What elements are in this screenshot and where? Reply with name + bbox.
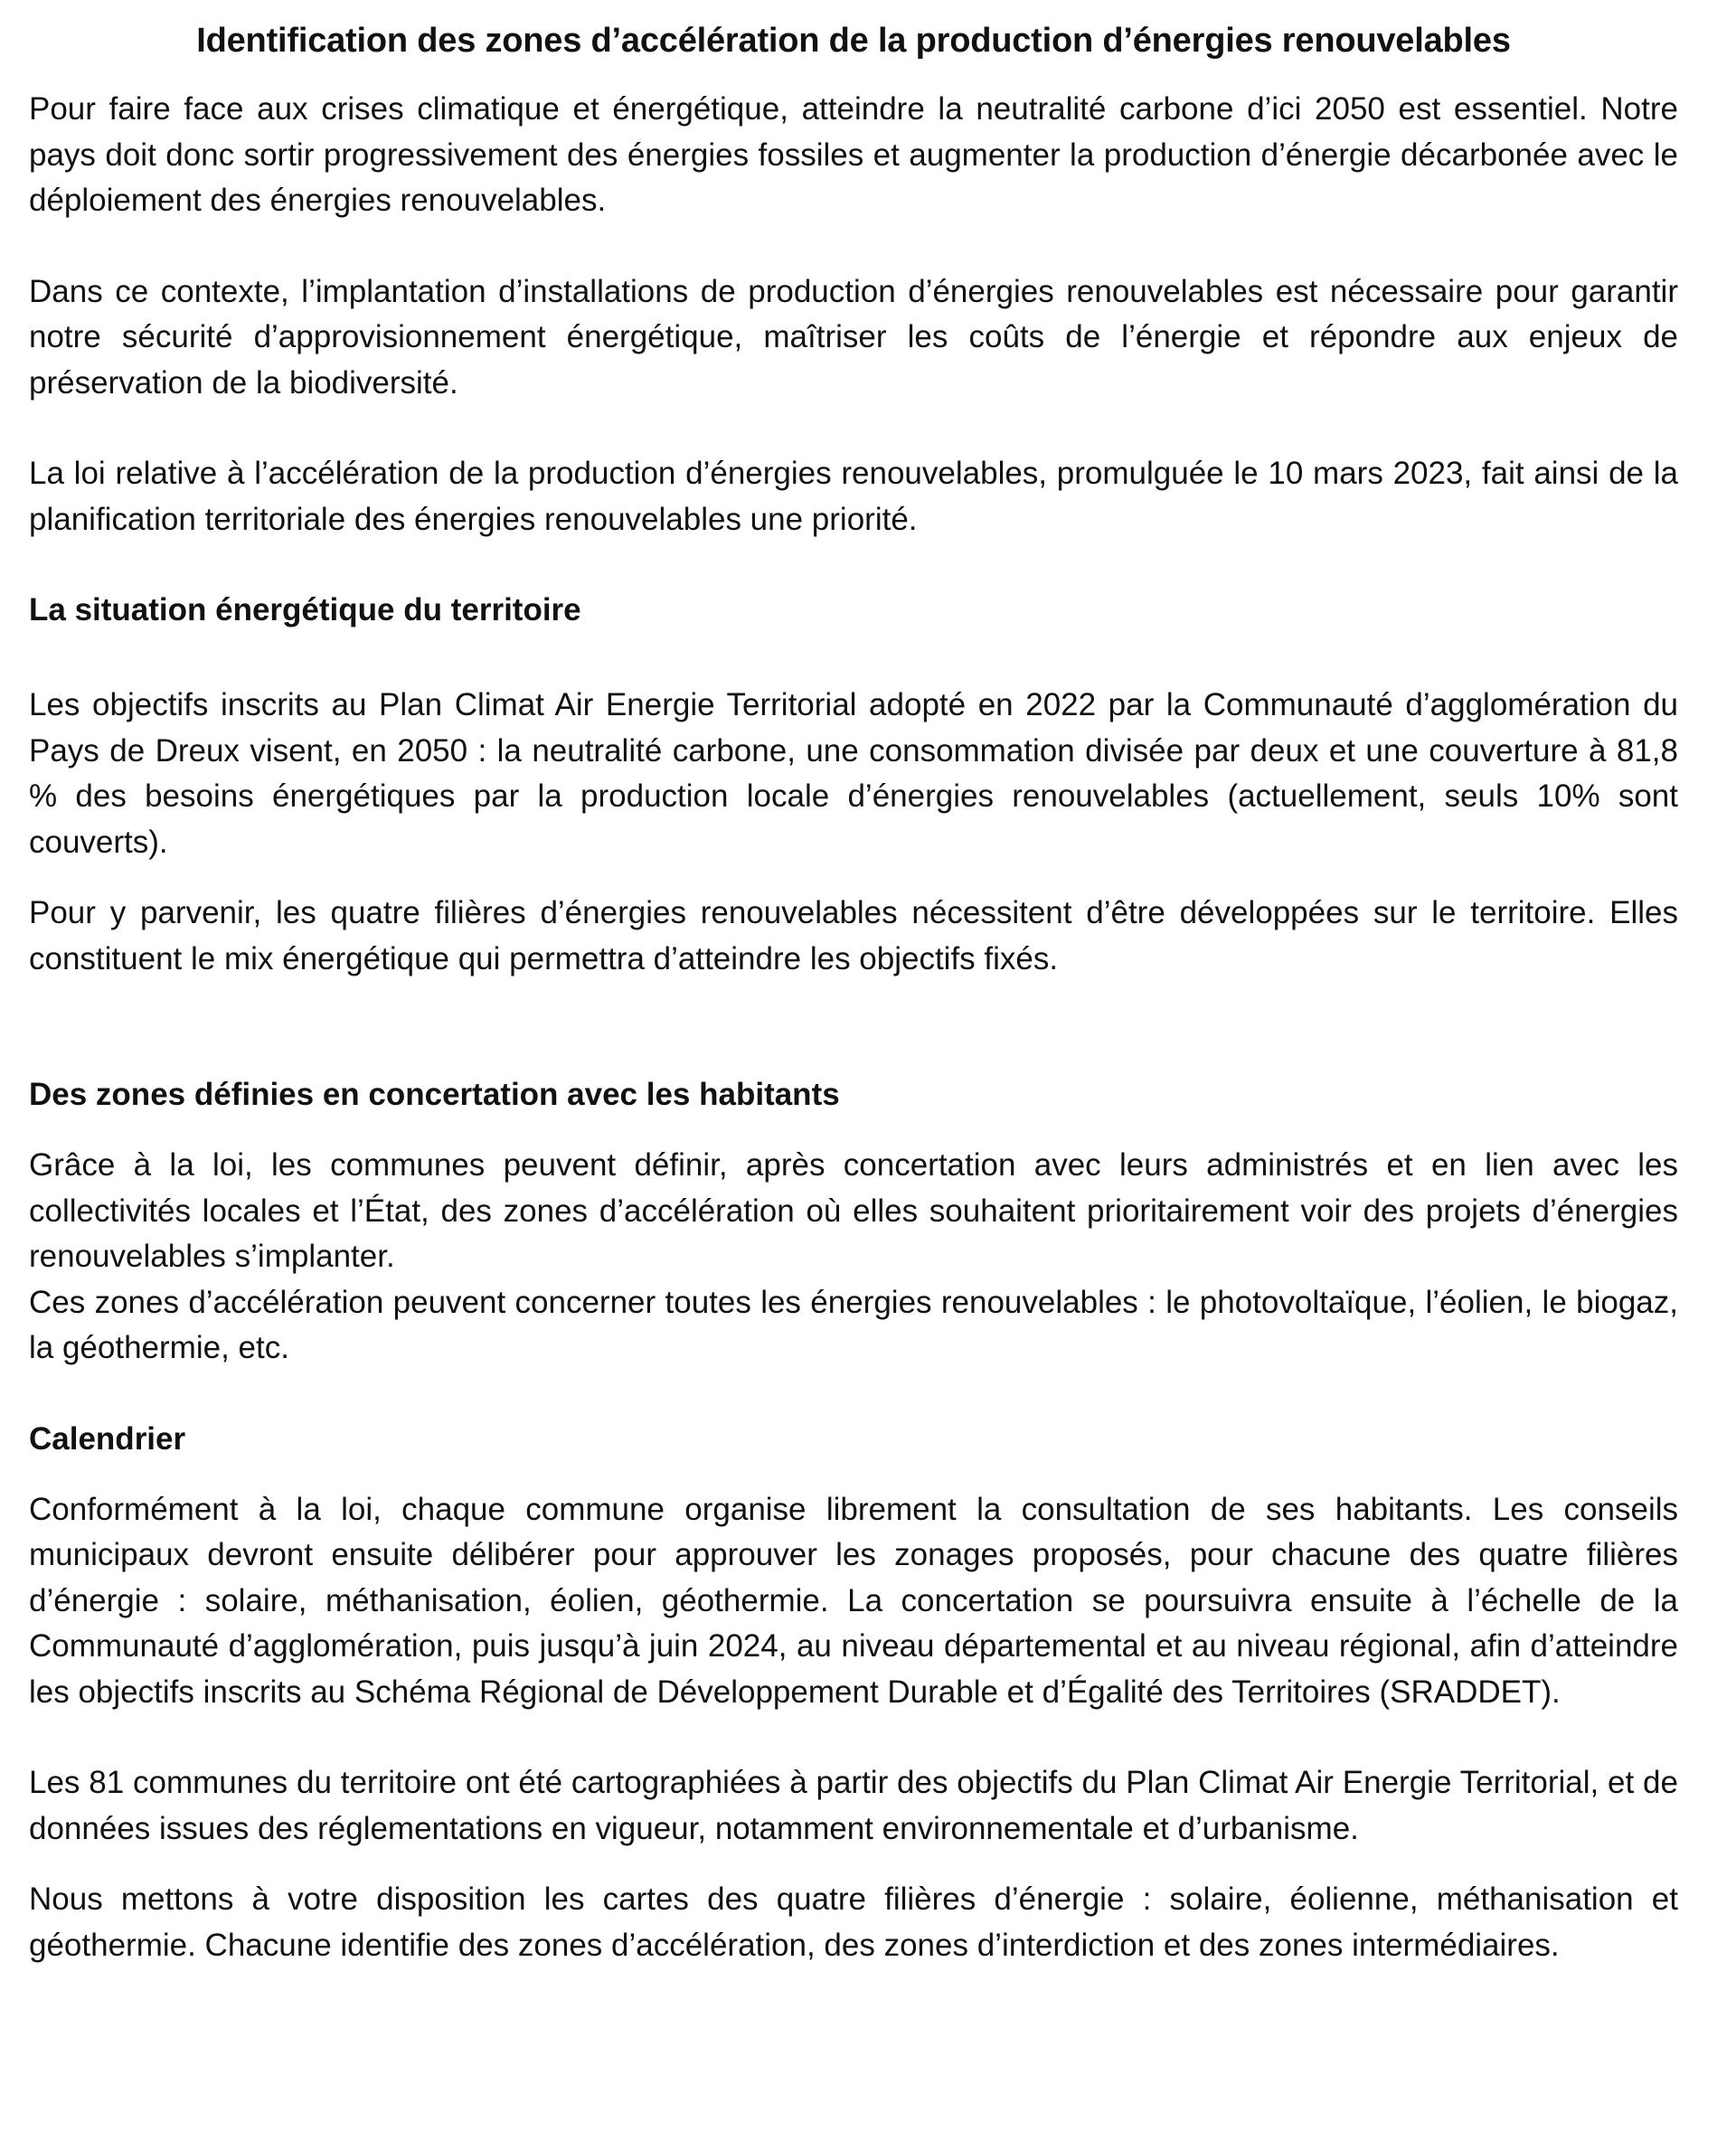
document-page	[29, 0, 1678, 1968]
calendar-paragraph-3: Nous mettons à votre disposition les cartes des quatre filières d’énergie : solaire, éolienne, méthanisation et géothermie. Chacune identifie des zones d’accélération, des zones d’interdiction et des zones intermédiaires.	[29, 1882, 1678, 1963]
document-title: Identification des zones d’accélération de la production d’énergies renouvelables	[196, 22, 1511, 60]
intro-paragraph-3: La loi relative à l’accélération de la production d’énergies renouvelables, promulguée le 10 mars 2023, fait ainsi de la planification territoriale des énergies renouvelables une priorité.	[29, 456, 1678, 537]
calendar-paragraph-2: Les 81 communes du territoire ont été cartographiées à partir des objectifs du Plan Climat Air Energie Territorial, et de données issues des réglementations en vigueur, notamment environnementale et d’urbanisme.	[29, 1765, 1678, 1846]
concertation-paragraph-2: Ces zones d’accélération peuvent concerner toutes les énergies renouvelables : le photovoltaïque, l’éolien, le biogaz, la géothermie, etc.	[29, 1284, 1678, 1365]
section-heading-calendar: Calendrier	[29, 1420, 186, 1457]
intro-paragraph-1: Pour faire face aux crises climatique et énergétique, atteindre la neutralité carbone d’ici 2050 est essentiel. Notre pays doit donc sortir progressivement des énergies fossiles et augmenter la production d’énergie décarbonée avec le déploiement des énergies renouvelables.	[29, 91, 1678, 218]
concertation-paragraph-1: Grâce à la loi, les communes peuvent définir, après concertation avec leurs administrés et en lien avec les collectivités locales et l’État, des zones d’accélération où elles souhaitent prioritairement voir des projets d’énergies renouvelables s’implanter.	[29, 1147, 1678, 1274]
calendar-paragraph-1: Conformément à la loi, chaque commune organise librement la consultation de ses habitants. Les conseils municipaux devront ensuite délibérer pour approuver les zonages proposés, pour chacune des quatre filières d’énergie : solaire, méthanisation, éolien, géothermie. La concertation se poursuivra ensuite à l’échelle de la Communauté d’agglomération, puis jusqu’à juin 2024, au niveau départemental et au niveau régional, afin d’atteindre les objectifs inscrits au Schéma Régional de Développement Durable et d’Égalité des Territoires (SRADDET).	[29, 1491, 1678, 1710]
energy-situation-paragraph-2: Pour y parvenir, les quatre filières d’énergies renouvelables nécessitent d’être développées sur le territoire. Elles constituent le mix énergétique qui permettra d’atteindre les objectifs fixés.	[29, 895, 1678, 976]
energy-situation-paragraph-1: Les objectifs inscrits au Plan Climat Air Energie Territorial adopté en 2022 par la Communauté d’agglomération du Pays de Dreux visent, en 2050 : la neutralité carbone, une consommation divisée par deux et une couverture à 81,8 % des besoins énergétiques par la production locale d’énergies renouvelables (actuellement, seuls 10% sont couverts).	[29, 687, 1678, 860]
section-heading-energy-situation: La situation énergétique du territoire	[29, 592, 581, 627]
intro-paragraph-2: Dans ce contexte, l’implantation d’installations de production d’énergies renouvelables est nécessaire pour garantir notre sécurité d’approvisionnement énergétique, maîtriser les coûts de l’énergie et répondre aux enjeux de préservation de la biodiversité.	[29, 273, 1678, 401]
section-heading-concertation-zones: Des zones définies en concertation avec les habitants	[29, 1077, 840, 1112]
